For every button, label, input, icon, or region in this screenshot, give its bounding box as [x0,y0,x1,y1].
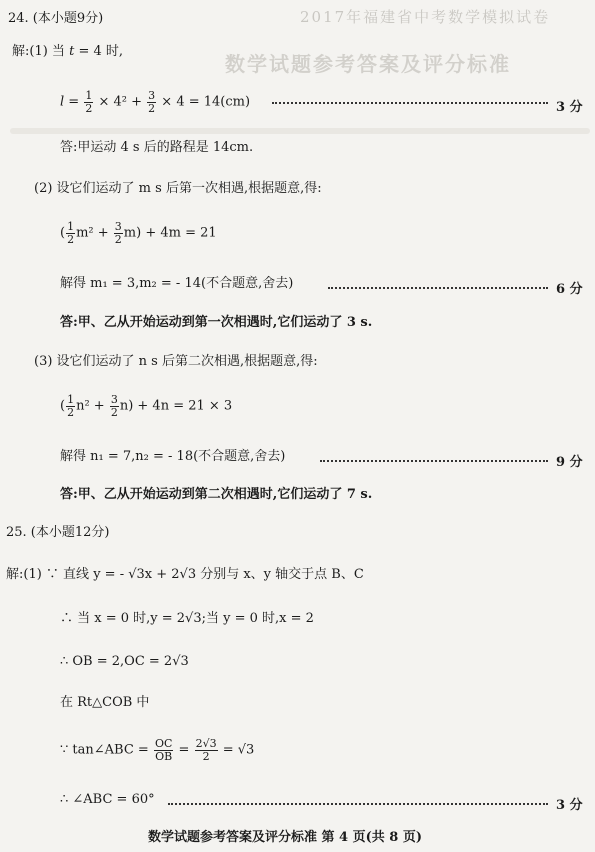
q25-line-6-score: 3 分 [556,798,583,813]
q24-part1-fraction-2: $\frac{3}{2}$ [148,89,156,115]
q24-part1-eq-left: l = [60,94,80,110]
ghost-header-2: 数学试题参考答案及评分标准 [225,52,511,76]
q25-line-3: ∴ OB = 2,OC = 2√3 [60,654,189,669]
q25-line-4: 在 Rt△COB 中 [60,695,150,710]
q25-title: 25. (本小题12分) [6,525,110,540]
q24-part3-equation [60,394,232,418]
q24-part1-answer: 答:甲运动 4 s 后的路程是 14cm. [60,140,254,155]
q24-part3-term-2: n) + 4n = 21 × 3 [119,398,233,414]
q24-part2-term-2: m) + 4m = 21 [123,225,217,241]
q25-line-2: ∴ 当 x = 0 时,y = 2√3;当 y = 0 时,x = 2 [60,611,314,626]
score-leader-dots [272,102,548,104]
q24-part3-prompt: (3) 设它们运动了 n s 后第二次相遇,根据题意,得: [34,354,318,369]
q25-line-5-left: ∵ tan∠ABC = [60,742,149,758]
q24-part3-fraction-2: $\frac{3}{2}$ [110,393,118,419]
page-footer: 数学试题参考答案及评分标准 第 4 页(共 8 页) [148,830,423,845]
q24-part1-intro [12,45,123,58]
q24-part2-answer: 答:甲、乙从开始运动到第一次相遇时,它们运动了 3 s. [60,315,373,330]
q25-line-6: ∴ ∠ABC = 60° [60,792,155,807]
q24-part1-label: 解:(1) 当 [12,44,65,59]
q24-part3-fraction-1: $\frac{1}{2}$ [67,393,75,419]
q24-part1-condition: = 4 时, [78,44,124,59]
q24-part1-fraction-1: $\frac{1}{2}$ [85,89,93,115]
q24-part1-eq-mid2: × 4 = 14(cm) [161,94,251,110]
q24-part1-equation [60,90,250,114]
q24-part2-fraction-2: $\frac{3}{2}$ [114,220,122,246]
q24-part3-solution: 解得 n₁ = 7,n₂ = - 18(不合题意,舍去) [60,449,286,464]
q24-part3-score: 9 分 [556,455,583,470]
q24-part1-var: t [69,44,75,59]
q24-part2-term-1: m² + [76,225,109,241]
q24-part2-equation [60,221,217,245]
ghost-header-1: 2017年福建省中考数学模拟试卷 [300,8,551,26]
q24-part3-term-1: n² + [76,398,105,414]
q24-part2-score: 6 分 [556,282,583,297]
q25-line-5-fraction-2: $\frac{2√3}{2}$ [195,737,217,763]
q24-part3-eq-open: ( [60,398,66,414]
q24-part3-answer: 答:甲、乙从开始运动到第二次相遇时,它们运动了 7 s. [60,487,373,502]
scan-smudge [10,128,590,134]
q25-line-5-fraction-1: $\frac{OC}{OB}$ [154,737,173,763]
q24-part1-eq-mid1: × 4² + [98,94,143,110]
q24-title: 24. (本小题9分) [8,11,104,26]
q25-line-5 [60,738,254,762]
q25-line-5-equals: = [178,742,190,758]
score-leader-dots [320,460,548,462]
q25-line-5-right: = √3 [222,742,255,758]
score-leader-dots [328,287,548,289]
q24-part2-eq-open: ( [60,225,66,241]
q25-line-1: 解:(1) ∵ 直线 y = - √3x + 2√3 分别与 x、y 轴交于点 B、C [6,567,364,582]
q24-part2-prompt: (2) 设它们运动了 m s 后第一次相遇,根据题意,得: [34,181,322,196]
q24-part2-fraction-1: $\frac{1}{2}$ [67,220,75,246]
q24-part1-score: 3 分 [556,100,583,115]
q24-part2-solution: 解得 m₁ = 3,m₂ = - 14(不合题意,舍去) [60,276,294,291]
score-leader-dots [168,803,548,805]
